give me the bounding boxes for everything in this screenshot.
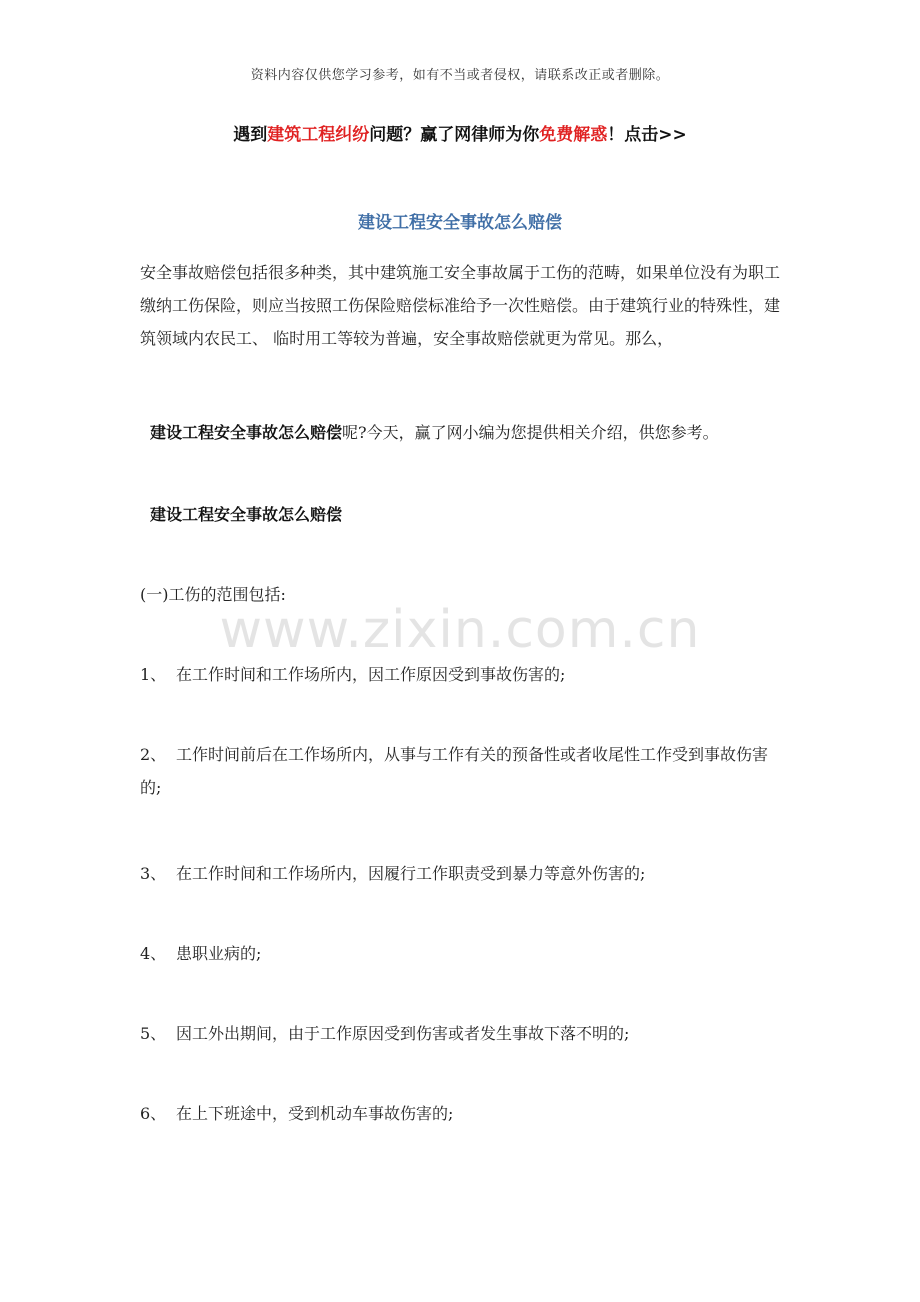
list-item-text: 在上下班途中，受到机动车事故伤害的; [176,1104,454,1123]
article-title: 建设工程安全事故怎么赔偿 [358,213,562,233]
list-item-text: 患职业病的; [176,944,262,963]
list-item-number: 4、 [140,944,167,963]
scope-heading: (一)工伤的范围包括: [140,585,286,604]
list-item-number: 3、 [140,864,167,883]
promo-text-1: 遇到 [233,125,268,145]
list-item-text: 工作时间前后在工作场所内，从事与工作有关的预备性或者收尾性工作受到事故伤害的; [140,745,769,797]
list-item-number: 5、 [140,1024,167,1043]
list-item [140,738,780,804]
list-item-text: 因工外出期间，由于工作原因受到伤害或者发生事故下落不明的; [176,1024,630,1043]
promo-text-3: ！点击>> [607,125,687,145]
list-item [140,1097,780,1130]
promo-text-2: 问题？赢了网律师为你 [369,125,540,145]
list-item-number: 2、 [140,745,167,764]
disclaimer-header: 资料内容仅供您学习参考，如有不当或者侵权，请联系改正或者删除。 [250,68,670,83]
intro-paragraph-2 [140,416,780,449]
list-item [140,658,780,691]
list-item-text: 在工作时间和工作场所内，因工作原因受到事故伤害的; [176,665,566,684]
list-item [140,937,780,970]
intro-paragraph: 安全事故赔偿包括很多种类，其中建筑施工安全事故属于工伤的范畴，如果单位没有为职工缴纳工伤保险，则应当按照工伤保险赔偿标准给予一次性赔偿。由于建筑行业的特殊性，建筑领域内农民工、 临时用工等较为普遍，安全事故赔偿就更为常见。那么， [140,263,781,348]
promo-highlight-1: 建筑工程纠纷 [267,125,370,145]
promo-link[interactable] [0,120,920,145]
list-item-number: 1、 [140,665,167,684]
promo-highlight-2: 免费解惑 [539,125,608,145]
intro-bold-title: 建设工程安全事故怎么赔偿 [150,423,343,442]
section-heading: 建设工程安全事故怎么赔偿 [150,505,343,524]
watermark: www.zixin.com.cn [219,600,701,660]
intro-rest: 呢?今天，赢了网小编为您提供相关介绍，供您参考。 [342,423,719,442]
list-item-number: 6、 [140,1104,167,1123]
list-item [140,1017,780,1050]
list-item [140,857,780,890]
list-item-text: 在工作时间和工作场所内，因履行工作职责受到暴力等意外伤害的; [176,864,646,883]
